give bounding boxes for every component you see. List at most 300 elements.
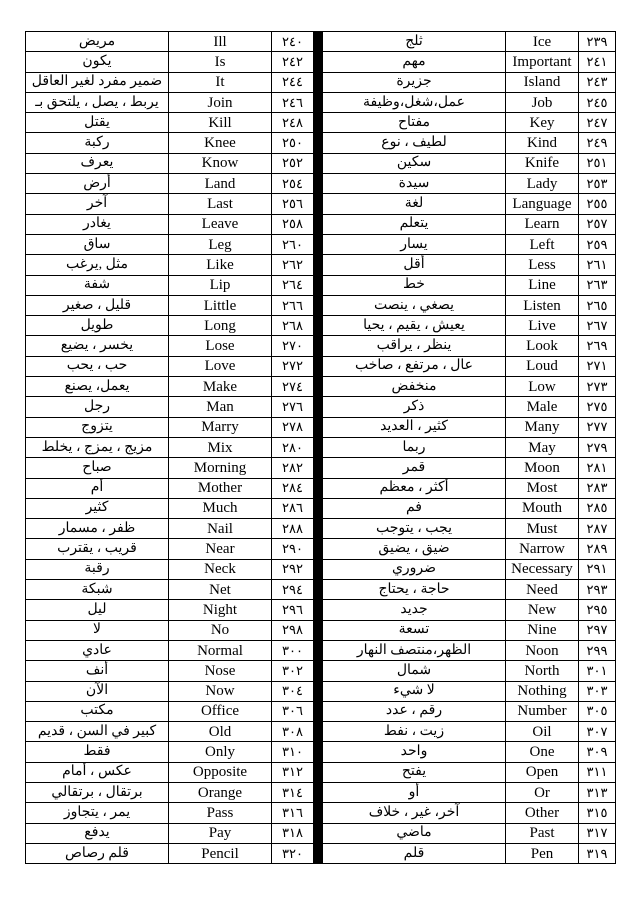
- left-arabic-cell: يعمل، يصنع: [26, 377, 169, 397]
- left-english-cell: Office: [169, 701, 272, 721]
- left-arabic-cell: صباح: [26, 458, 169, 478]
- right-arabic-cell: ضيق ، يضيق: [323, 539, 506, 559]
- left-english-cell: Like: [169, 255, 272, 275]
- right-english-cell: North: [506, 661, 579, 681]
- left-english-cell: Nail: [169, 519, 272, 539]
- column-separator: [314, 742, 323, 762]
- left-arabic-cell: أم: [26, 478, 169, 498]
- left-number-cell: ٣١٤: [272, 782, 314, 802]
- left-number-cell: ٣٠٤: [272, 681, 314, 701]
- right-english-cell: New: [506, 600, 579, 620]
- right-arabic-cell: قمر: [323, 458, 506, 478]
- left-arabic-cell: رجل: [26, 397, 169, 417]
- left-number-cell: ٢٧٨: [272, 417, 314, 437]
- left-english-cell: Mix: [169, 437, 272, 457]
- right-english-cell: Nothing: [506, 681, 579, 701]
- column-separator: [314, 255, 323, 275]
- table-row: [26, 762, 616, 782]
- left-english-cell: Nose: [169, 661, 272, 681]
- left-arabic-cell: عكس ، أمام: [26, 762, 169, 782]
- right-number-cell: ٣١٣: [579, 782, 616, 802]
- left-arabic-cell: يتزوج: [26, 417, 169, 437]
- right-number-cell: ٢٧٥: [579, 397, 616, 417]
- left-arabic-cell: عادي: [26, 640, 169, 660]
- left-english-cell: Net: [169, 580, 272, 600]
- left-english-cell: Old: [169, 722, 272, 742]
- right-arabic-cell: أو: [323, 782, 506, 802]
- right-arabic-cell: ذكر: [323, 397, 506, 417]
- right-number-cell: ٢٦٧: [579, 316, 616, 336]
- right-english-cell: Left: [506, 234, 579, 254]
- right-arabic-cell: حاجة ، يحتاج: [323, 580, 506, 600]
- column-separator: [314, 498, 323, 518]
- right-arabic-cell: مفتاح: [323, 113, 506, 133]
- right-number-cell: ٢٥٩: [579, 234, 616, 254]
- left-number-cell: ٢٦٢: [272, 255, 314, 275]
- left-arabic-cell: ظفر ، مسمار: [26, 519, 169, 539]
- left-number-cell: ٢٨٢: [272, 458, 314, 478]
- column-separator: [314, 661, 323, 681]
- right-number-cell: ٣١٩: [579, 843, 616, 863]
- left-number-cell: ٢٩٠: [272, 539, 314, 559]
- left-number-cell: ٣١٢: [272, 762, 314, 782]
- left-english-cell: Leg: [169, 234, 272, 254]
- table-row: [26, 539, 616, 559]
- right-english-cell: Live: [506, 316, 579, 336]
- right-arabic-cell: زيت ، نفط: [323, 722, 506, 742]
- right-english-cell: Line: [506, 275, 579, 295]
- right-english-cell: Must: [506, 519, 579, 539]
- column-separator: [314, 32, 323, 52]
- left-arabic-cell: برتقال ، برتقالي: [26, 782, 169, 802]
- right-english-cell: Important: [506, 52, 579, 72]
- left-number-cell: ٢٨٤: [272, 478, 314, 498]
- left-number-cell: ٢٨٠: [272, 437, 314, 457]
- column-separator: [314, 539, 323, 559]
- left-arabic-cell: الآن: [26, 681, 169, 701]
- right-english-cell: Knife: [506, 153, 579, 173]
- table-row: [26, 559, 616, 579]
- right-number-cell: ٣١٧: [579, 823, 616, 843]
- table-row: [26, 316, 616, 336]
- left-number-cell: ٢٤٠: [272, 32, 314, 52]
- right-english-cell: Loud: [506, 356, 579, 376]
- right-arabic-cell: منخفض: [323, 377, 506, 397]
- column-separator: [314, 701, 323, 721]
- left-arabic-cell: مريض: [26, 32, 169, 52]
- right-english-cell: Nine: [506, 620, 579, 640]
- left-number-cell: ٢٩٨: [272, 620, 314, 640]
- right-number-cell: ٢٨٧: [579, 519, 616, 539]
- table-row: [26, 336, 616, 356]
- left-english-cell: Night: [169, 600, 272, 620]
- right-arabic-cell: ثلج: [323, 32, 506, 52]
- left-english-cell: Love: [169, 356, 272, 376]
- left-english-cell: Lose: [169, 336, 272, 356]
- right-arabic-cell: جديد: [323, 600, 506, 620]
- left-number-cell: ٢٥٨: [272, 214, 314, 234]
- right-number-cell: ٢٧٣: [579, 377, 616, 397]
- column-separator: [314, 214, 323, 234]
- table-row: [26, 458, 616, 478]
- right-number-cell: ٢٦٥: [579, 295, 616, 315]
- table-row: [26, 295, 616, 315]
- right-arabic-cell: ربما: [323, 437, 506, 457]
- right-english-cell: Look: [506, 336, 579, 356]
- right-english-cell: Or: [506, 782, 579, 802]
- left-number-cell: ٢٤٢: [272, 52, 314, 72]
- column-separator: [314, 559, 323, 579]
- right-arabic-cell: سيدة: [323, 174, 506, 194]
- right-number-cell: ٣١١: [579, 762, 616, 782]
- table-row: [26, 417, 616, 437]
- left-english-cell: Now: [169, 681, 272, 701]
- left-english-cell: Is: [169, 52, 272, 72]
- right-arabic-cell: عمل،شغل،وظيفة: [323, 92, 506, 112]
- left-number-cell: ٢٥٠: [272, 133, 314, 153]
- left-number-cell: ٢٨٦: [272, 498, 314, 518]
- left-english-cell: Neck: [169, 559, 272, 579]
- right-english-cell: Need: [506, 580, 579, 600]
- column-separator: [314, 72, 323, 92]
- right-english-cell: Noon: [506, 640, 579, 660]
- left-english-cell: Pencil: [169, 843, 272, 863]
- right-arabic-cell: يعيش ، يقيم ، يحيا: [323, 316, 506, 336]
- right-number-cell: ٣١٥: [579, 803, 616, 823]
- table-row: [26, 113, 616, 133]
- right-number-cell: ٢٤٣: [579, 72, 616, 92]
- left-english-cell: Mother: [169, 478, 272, 498]
- left-english-cell: Knee: [169, 133, 272, 153]
- left-number-cell: ٢٥٤: [272, 174, 314, 194]
- left-number-cell: ٣٠٢: [272, 661, 314, 681]
- right-english-cell: Key: [506, 113, 579, 133]
- left-english-cell: Lip: [169, 275, 272, 295]
- right-arabic-cell: مهم: [323, 52, 506, 72]
- table-row: [26, 681, 616, 701]
- right-arabic-cell: لا شيء: [323, 681, 506, 701]
- right-number-cell: ٢٩٩: [579, 640, 616, 660]
- right-number-cell: ٢٩٧: [579, 620, 616, 640]
- table-row: [26, 92, 616, 112]
- left-arabic-cell: رقبة: [26, 559, 169, 579]
- right-english-cell: Necessary: [506, 559, 579, 579]
- left-arabic-cell: طويل: [26, 316, 169, 336]
- column-separator: [314, 417, 323, 437]
- right-arabic-cell: فم: [323, 498, 506, 518]
- right-arabic-cell: لغة: [323, 194, 506, 214]
- left-arabic-cell: لا: [26, 620, 169, 640]
- table-row: [26, 722, 616, 742]
- right-number-cell: ٣٠٧: [579, 722, 616, 742]
- table-row: [26, 519, 616, 539]
- left-number-cell: ٣٢٠: [272, 843, 314, 863]
- left-english-cell: Near: [169, 539, 272, 559]
- column-separator: [314, 803, 323, 823]
- right-english-cell: Mouth: [506, 498, 579, 518]
- left-arabic-cell: شفة: [26, 275, 169, 295]
- left-arabic-cell: كبير في السن ، قديم: [26, 722, 169, 742]
- right-english-cell: Narrow: [506, 539, 579, 559]
- right-english-cell: Open: [506, 762, 579, 782]
- right-english-cell: Listen: [506, 295, 579, 315]
- right-english-cell: Low: [506, 377, 579, 397]
- right-number-cell: ٢٤٥: [579, 92, 616, 112]
- column-separator: [314, 782, 323, 802]
- right-number-cell: ٣٠١: [579, 661, 616, 681]
- table-row: [26, 52, 616, 72]
- right-english-cell: Kind: [506, 133, 579, 153]
- right-number-cell: ٣٠٣: [579, 681, 616, 701]
- left-english-cell: Long: [169, 316, 272, 336]
- left-number-cell: ٢٤٦: [272, 92, 314, 112]
- column-separator: [314, 92, 323, 112]
- left-number-cell: ٢٥٢: [272, 153, 314, 173]
- right-arabic-cell: سكين: [323, 153, 506, 173]
- right-arabic-cell: خط: [323, 275, 506, 295]
- table-row: [26, 133, 616, 153]
- right-english-cell: Moon: [506, 458, 579, 478]
- left-arabic-cell: ساق: [26, 234, 169, 254]
- right-english-cell: Number: [506, 701, 579, 721]
- left-number-cell: ٢٩٦: [272, 600, 314, 620]
- column-separator: [314, 153, 323, 173]
- right-english-cell: Pen: [506, 843, 579, 863]
- left-number-cell: ٢٦٠: [272, 234, 314, 254]
- left-arabic-cell: يعرف: [26, 153, 169, 173]
- table-row: [26, 234, 616, 254]
- right-arabic-cell: ينظر ، يراقب: [323, 336, 506, 356]
- left-number-cell: ٢٩٤: [272, 580, 314, 600]
- right-arabic-cell: ماضي: [323, 823, 506, 843]
- left-arabic-cell: مكتب: [26, 701, 169, 721]
- table-row: [26, 803, 616, 823]
- table-row: [26, 32, 616, 52]
- left-arabic-cell: يربط ، يصل ، يلتحق بـ: [26, 92, 169, 112]
- right-number-cell: ٢٥٣: [579, 174, 616, 194]
- right-english-cell: Ice: [506, 32, 579, 52]
- left-english-cell: Join: [169, 92, 272, 112]
- table-row: [26, 701, 616, 721]
- column-separator: [314, 681, 323, 701]
- right-english-cell: Most: [506, 478, 579, 498]
- left-arabic-cell: يغادر: [26, 214, 169, 234]
- right-arabic-cell: يجب ، يتوجب: [323, 519, 506, 539]
- left-english-cell: Make: [169, 377, 272, 397]
- right-english-cell: One: [506, 742, 579, 762]
- left-arabic-cell: يمر ، يتجاوز: [26, 803, 169, 823]
- right-english-cell: Learn: [506, 214, 579, 234]
- column-separator: [314, 722, 323, 742]
- right-arabic-cell: شمال: [323, 661, 506, 681]
- right-arabic-cell: يسار: [323, 234, 506, 254]
- table-row: [26, 640, 616, 660]
- column-separator: [314, 295, 323, 315]
- left-number-cell: ٢٤٤: [272, 72, 314, 92]
- column-separator: [314, 620, 323, 640]
- left-arabic-cell: فقط: [26, 742, 169, 762]
- table-row: [26, 153, 616, 173]
- left-english-cell: Pass: [169, 803, 272, 823]
- right-number-cell: ٢٧٩: [579, 437, 616, 457]
- left-number-cell: ٢٧٠: [272, 336, 314, 356]
- right-arabic-cell: تسعة: [323, 620, 506, 640]
- left-english-cell: Only: [169, 742, 272, 762]
- left-arabic-cell: قليل ، صغير: [26, 295, 169, 315]
- left-number-cell: ٢٧٤: [272, 377, 314, 397]
- right-number-cell: ٢٨٣: [579, 478, 616, 498]
- table-row: [26, 377, 616, 397]
- right-number-cell: ٢٧١: [579, 356, 616, 376]
- right-arabic-cell: يتعلم: [323, 214, 506, 234]
- left-number-cell: ٢٦٤: [272, 275, 314, 295]
- left-english-cell: Leave: [169, 214, 272, 234]
- right-number-cell: ٢٤٩: [579, 133, 616, 153]
- left-arabic-cell: يكون: [26, 52, 169, 72]
- left-arabic-cell: مثل ,يرغب: [26, 255, 169, 275]
- right-english-cell: Job: [506, 92, 579, 112]
- right-english-cell: Lady: [506, 174, 579, 194]
- right-english-cell: Male: [506, 397, 579, 417]
- column-separator: [314, 823, 323, 843]
- left-english-cell: No: [169, 620, 272, 640]
- column-separator: [314, 52, 323, 72]
- right-arabic-cell: يفتح: [323, 762, 506, 782]
- right-arabic-cell: لطيف ، نوع: [323, 133, 506, 153]
- left-arabic-cell: أنف: [26, 661, 169, 681]
- left-english-cell: It: [169, 72, 272, 92]
- column-separator: [314, 316, 323, 336]
- table-row: [26, 498, 616, 518]
- left-arabic-cell: يخسر ، يضيع: [26, 336, 169, 356]
- right-arabic-cell: جزيرة: [323, 72, 506, 92]
- table-row: [26, 356, 616, 376]
- left-number-cell: ٢٤٨: [272, 113, 314, 133]
- table-row: [26, 437, 616, 457]
- left-arabic-cell: ضمير مفرد لغير العاقل: [26, 72, 169, 92]
- column-separator: [314, 519, 323, 539]
- left-number-cell: ٢٥٦: [272, 194, 314, 214]
- left-english-cell: Little: [169, 295, 272, 315]
- right-number-cell: ٣٠٩: [579, 742, 616, 762]
- right-english-cell: May: [506, 437, 579, 457]
- vocabulary-table: [25, 31, 616, 864]
- left-arabic-cell: ركبة: [26, 133, 169, 153]
- left-english-cell: Pay: [169, 823, 272, 843]
- right-english-cell: Oil: [506, 722, 579, 742]
- left-arabic-cell: آخر: [26, 194, 169, 214]
- left-number-cell: ٣١٦: [272, 803, 314, 823]
- left-english-cell: Orange: [169, 782, 272, 802]
- table-row: [26, 600, 616, 620]
- table-row: [26, 194, 616, 214]
- table-row: [26, 843, 616, 863]
- left-number-cell: ٣٠٠: [272, 640, 314, 660]
- column-separator: [314, 194, 323, 214]
- table-row: [26, 214, 616, 234]
- right-number-cell: ٢٣٩: [579, 32, 616, 52]
- column-separator: [314, 478, 323, 498]
- left-arabic-cell: ليل: [26, 600, 169, 620]
- left-number-cell: ٢٨٨: [272, 519, 314, 539]
- table-row: [26, 782, 616, 802]
- table-row: [26, 397, 616, 417]
- column-separator: [314, 843, 323, 863]
- right-number-cell: ٢٨٩: [579, 539, 616, 559]
- left-number-cell: ٢٧٢: [272, 356, 314, 376]
- left-arabic-cell: مزيج ، يمزج ، يخلط: [26, 437, 169, 457]
- left-number-cell: ٢٩٢: [272, 559, 314, 579]
- right-english-cell: Many: [506, 417, 579, 437]
- table-row: [26, 580, 616, 600]
- column-separator: [314, 397, 323, 417]
- table-row: [26, 478, 616, 498]
- left-arabic-cell: حب ، يحب: [26, 356, 169, 376]
- table-row: [26, 823, 616, 843]
- left-number-cell: ٣٠٦: [272, 701, 314, 721]
- column-separator: [314, 458, 323, 478]
- right-english-cell: Other: [506, 803, 579, 823]
- left-english-cell: Ill: [169, 32, 272, 52]
- left-english-cell: Know: [169, 153, 272, 173]
- column-separator: [314, 275, 323, 295]
- column-separator: [314, 580, 323, 600]
- right-arabic-cell: آخر، غير ، خلاف: [323, 803, 506, 823]
- column-separator: [314, 762, 323, 782]
- column-separator: [314, 133, 323, 153]
- right-arabic-cell: كثير ، العديد: [323, 417, 506, 437]
- right-arabic-cell: أكثر ، معظم: [323, 478, 506, 498]
- right-number-cell: ٢٩٣: [579, 580, 616, 600]
- left-english-cell: Opposite: [169, 762, 272, 782]
- right-english-cell: Island: [506, 72, 579, 92]
- right-number-cell: ٢٩١: [579, 559, 616, 579]
- right-arabic-cell: يصغي ، ينصت: [323, 295, 506, 315]
- table-row: [26, 275, 616, 295]
- left-number-cell: ٣٠٨: [272, 722, 314, 742]
- right-number-cell: ٢٥٧: [579, 214, 616, 234]
- column-separator: [314, 356, 323, 376]
- column-separator: [314, 234, 323, 254]
- column-separator: [314, 377, 323, 397]
- column-separator: [314, 600, 323, 620]
- column-separator: [314, 640, 323, 660]
- right-arabic-cell: قلم: [323, 843, 506, 863]
- left-english-cell: Much: [169, 498, 272, 518]
- right-number-cell: ٣٠٥: [579, 701, 616, 721]
- left-english-cell: Normal: [169, 640, 272, 660]
- left-arabic-cell: قلم رصاص: [26, 843, 169, 863]
- column-separator: [314, 336, 323, 356]
- left-english-cell: Kill: [169, 113, 272, 133]
- table-row: [26, 174, 616, 194]
- right-number-cell: ٢٥٥: [579, 194, 616, 214]
- left-english-cell: Morning: [169, 458, 272, 478]
- right-arabic-cell: أقل: [323, 255, 506, 275]
- right-english-cell: Less: [506, 255, 579, 275]
- left-number-cell: ٣١٠: [272, 742, 314, 762]
- right-number-cell: ٢٦١: [579, 255, 616, 275]
- table-row: [26, 661, 616, 681]
- right-number-cell: ٢٨١: [579, 458, 616, 478]
- right-arabic-cell: واحد: [323, 742, 506, 762]
- column-separator: [314, 174, 323, 194]
- column-separator: [314, 113, 323, 133]
- left-number-cell: ٢٧٦: [272, 397, 314, 417]
- left-english-cell: Last: [169, 194, 272, 214]
- left-arabic-cell: شبكة: [26, 580, 169, 600]
- right-number-cell: ٢٨٥: [579, 498, 616, 518]
